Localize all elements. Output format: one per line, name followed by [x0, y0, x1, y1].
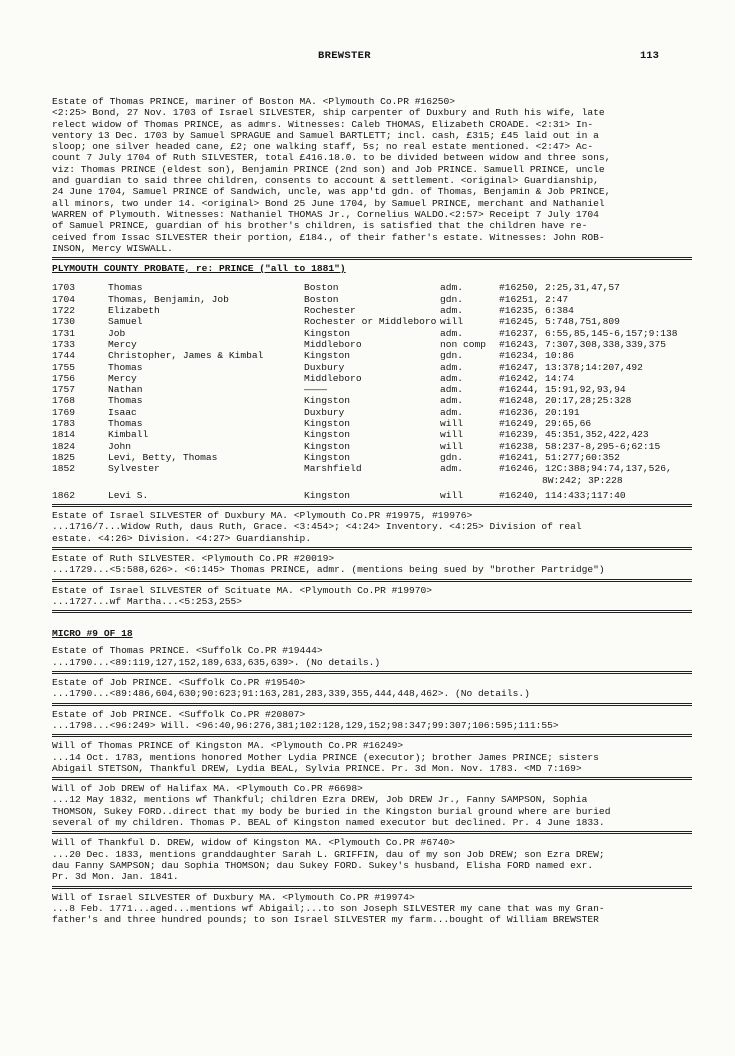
probate-name	[108, 373, 304, 384]
entry-line: Estate of Israel SILVESTER of Scituate MA. <Plymouth Co.PR #19970>	[52, 584, 432, 596]
probate-type-text: gdn.	[440, 451, 464, 463]
entry-line: Estate of Israel SILVESTER of Duxbury MA. <Plymouth Co.PR #19975, #19976>	[52, 510, 473, 522]
estate-entry-job-prince-1798	[52, 709, 692, 732]
probate-name	[108, 282, 304, 293]
probate-case	[499, 328, 692, 339]
probate-case	[499, 339, 692, 350]
probate-name-text: Elizabeth	[108, 305, 160, 317]
page-header	[0, 51, 735, 65]
estate-entry-job-prince-1790	[52, 677, 692, 700]
probate-case-text: #16248, 20:17,28;25:328	[499, 395, 632, 407]
probate-name-text: Mercy	[108, 372, 137, 384]
probate-year	[52, 452, 108, 463]
entry-line: Abigail STETSON, Thankful DREW, Lydia BEAL, Sylvia PRINCE. Pr. 3d Mon. Nov. 1783. <MD 7:169>	[52, 762, 582, 774]
probate-name-text: Samuel	[108, 316, 143, 328]
probate-place-text: ————	[304, 384, 328, 396]
probate-year-text: 1769	[52, 406, 76, 418]
probate-type-text: adm.	[440, 372, 464, 384]
probate-year	[52, 373, 108, 384]
entry-line: sloop; one silver headed cane, £2; one walking staff, 5s; no real estate mentioned. <2:47> Ac-	[52, 141, 594, 153]
probate-year-text: 1755	[52, 361, 76, 373]
entry-line: Estate of Ruth SILVESTER. <Plymouth Co.PR #20019>	[52, 552, 335, 564]
probate-case	[499, 452, 692, 463]
document-body	[52, 96, 692, 925]
probate-row	[52, 362, 692, 373]
probate-place-text: Middleboro	[304, 338, 362, 350]
entry-line: ...14 Oct. 1783, mentions honored Mother Lydia PRINCE (executor); brother James PRINCE; sisters	[52, 751, 599, 763]
probate-year-text: 1731	[52, 327, 76, 339]
entry-line: of Samuel PRINCE, guardian of his brother's children, is satisfied that the children have re-	[52, 220, 588, 232]
probate-year	[52, 316, 108, 327]
probate-name	[108, 339, 304, 350]
probate-year-text: 1733	[52, 338, 76, 350]
probate-year	[52, 418, 108, 429]
probate-type-text: adm.	[440, 305, 464, 317]
probate-type-text: adm.	[440, 406, 464, 418]
probate-type	[440, 452, 499, 463]
probate-name	[108, 463, 304, 486]
probate-name-text: Thomas	[108, 282, 143, 294]
probate-case	[499, 294, 692, 305]
probate-case	[499, 407, 692, 418]
probate-name	[108, 441, 304, 452]
estate-entry-ruth-silvester-1729	[52, 553, 692, 576]
entry-line: Pr. 3d Mon. Jan. 1841.	[52, 871, 179, 883]
probate-name-text: Thomas	[108, 361, 143, 373]
probate-place-text: Boston	[304, 293, 339, 305]
probate-case-continued: 8W:242; 3P:228	[542, 474, 623, 486]
probate-case	[499, 305, 692, 316]
probate-row	[52, 384, 692, 395]
probate-place	[304, 294, 440, 305]
probate-case	[499, 429, 692, 440]
entry-line: ...1716/7...Widow Ruth, daus Ruth, Grace. <3:454>; <4:24> Inventory. <4:25> Division of real	[52, 521, 582, 533]
probate-place-text: Kingston	[304, 327, 351, 339]
probate-name-text: Thomas	[108, 395, 143, 407]
probate-place-text: Kingston	[304, 489, 351, 501]
probate-year	[52, 350, 108, 361]
probate-case-text: #16243, 7:307,308,338,339,375	[499, 338, 666, 350]
probate-place	[304, 407, 440, 418]
probate-type-text: gdn.	[440, 350, 464, 362]
probate-case-text: #16242, 14:74	[499, 372, 574, 384]
probate-place	[304, 384, 440, 395]
probate-row	[52, 395, 692, 406]
entry-line: Will of Israel SILVESTER of Duxbury MA. <Plymouth Co.PR #19974>	[52, 891, 415, 903]
probate-row	[52, 452, 692, 463]
probate-place-text: Rochester	[304, 305, 356, 317]
probate-case-text: #16247, 13:378;14:207,492	[499, 361, 643, 373]
probate-row	[52, 328, 692, 339]
entry-line: ceived from Issac SILVESTER their portion, £184., of their father's estate. Witnesses: John ROB-	[52, 231, 605, 243]
probate-name	[108, 418, 304, 429]
will-entry-thankful-drew	[52, 837, 692, 882]
probate-case-text: #16250, 2:25,31,47,57	[499, 282, 620, 294]
probate-name	[108, 384, 304, 395]
probate-row	[52, 339, 692, 350]
probate-year-text: 1744	[52, 350, 76, 362]
entry-line: ...1790...<89:119,127,152,189,633,635,639>. (No details.)	[52, 656, 381, 668]
probate-name-text: Isaac	[108, 406, 137, 418]
probate-year-text: 1825	[52, 451, 76, 463]
probate-case	[499, 316, 692, 327]
probate-year-text: 1704	[52, 293, 76, 305]
probate-year-text: 1756	[52, 372, 76, 384]
entry-line: father's and three hundred pounds; to son Israel SILVESTER my farm...bought of William BREWSTER	[52, 914, 599, 926]
estate-entry-thomas-prince-1703	[52, 96, 692, 254]
probate-place	[304, 418, 440, 429]
probate-name	[108, 429, 304, 440]
will-entry-job-drew	[52, 783, 692, 828]
probate-name	[108, 362, 304, 373]
probate-year	[52, 429, 108, 440]
probate-name-text: John	[108, 440, 132, 452]
entry-line: several of my children. Thomas P. BEAL of Kingston named executor but declined. Pr. 4 June 1833.	[52, 817, 605, 829]
probate-place-text: Kingston	[304, 350, 351, 362]
probate-name-text: Thomas, Benjamin, Job	[108, 293, 229, 305]
probate-year-text: 1730	[52, 316, 76, 328]
entry-line: all minors, two under 14. <original> Bond 25 June 1704, by Samuel PRINCE, merchant and Nathaniel	[52, 197, 605, 209]
probate-name	[108, 305, 304, 316]
probate-place	[304, 339, 440, 350]
entry-line: ...1727...wf Martha...<5:253,255>	[52, 595, 242, 607]
probate-place-text: Duxbury	[304, 406, 345, 418]
probate-type-text: adm.	[440, 463, 464, 475]
entry-line: Estate of Thomas PRINCE. <Suffolk Co.PR #19444>	[52, 645, 323, 657]
probate-case	[499, 395, 692, 406]
probate-place-text: Rochester or Middleboro	[304, 316, 437, 328]
section-divider	[52, 610, 692, 613]
probate-year-text: 1768	[52, 395, 76, 407]
probate-year	[52, 486, 108, 501]
probate-section-heading	[52, 263, 692, 274]
probate-table	[52, 282, 692, 501]
probate-row	[52, 441, 692, 452]
entry-line: count 7 July 1704 of Ruth SILVESTER, total £416.18.0. to be divided between widow and three sons,	[52, 152, 611, 164]
probate-year	[52, 305, 108, 316]
probate-case	[499, 373, 692, 384]
will-entry-thomas-prince-1783	[52, 740, 692, 774]
probate-year-text: 1783	[52, 418, 76, 430]
probate-row	[52, 305, 692, 316]
page-number: 113	[640, 50, 659, 62]
probate-type	[440, 373, 499, 384]
probate-case	[499, 463, 692, 486]
probate-place	[304, 463, 440, 486]
will-entry-israel-silvester-1771	[52, 892, 692, 926]
probate-case	[499, 384, 692, 395]
probate-type	[440, 407, 499, 418]
probate-name	[108, 452, 304, 463]
page-title: BREWSTER	[318, 50, 371, 62]
probate-type-text: will	[440, 418, 464, 430]
probate-case-text: #16240, 114:433;117:40	[499, 489, 626, 501]
probate-type	[440, 463, 499, 486]
probate-type	[440, 384, 499, 395]
section-divider	[52, 734, 692, 737]
probate-type	[440, 395, 499, 406]
probate-name-text: Sylvester	[108, 463, 160, 475]
section-divider	[52, 886, 692, 889]
probate-name	[108, 328, 304, 339]
probate-type-text: adm.	[440, 395, 464, 407]
spacer	[52, 616, 692, 628]
probate-case-text: #16238, 58:237-8,295-6;62:15	[499, 440, 661, 452]
probate-place	[304, 395, 440, 406]
probate-name-text: Christopher, James & Kimbal	[108, 350, 264, 362]
probate-row	[52, 418, 692, 429]
probate-row	[52, 294, 692, 305]
probate-place	[304, 373, 440, 384]
probate-place-text: Kingston	[304, 395, 351, 407]
probate-year	[52, 384, 108, 395]
entry-line: WARREN of Plymouth. Witnesses: Nathaniel THOMAS Jr., Cornelius WALDO.<2:57> Receipt 7 July 1704	[52, 208, 599, 220]
probate-row	[52, 463, 692, 486]
probate-type	[440, 294, 499, 305]
probate-row	[52, 486, 692, 501]
probate-year-text: 1862	[52, 489, 76, 501]
section-divider	[52, 504, 692, 507]
probate-case	[499, 282, 692, 293]
entry-line: THOMSON, Sukey FORD..direct that my body be buried in the Kingston burial ground where are buried	[52, 805, 611, 817]
section-divider	[52, 547, 692, 550]
probate-year-text: 1852	[52, 463, 76, 475]
probate-year	[52, 463, 108, 486]
probate-name	[108, 350, 304, 361]
entry-line: viz: Thomas PRINCE (eldest son), Benjamin PRINCE (2nd son) and Job PRINCE. Samuell PRINCE, uncle	[52, 163, 605, 175]
probate-case	[499, 418, 692, 429]
probate-place	[304, 305, 440, 316]
probate-type-text: adm.	[440, 282, 464, 294]
probate-case-text: #16251, 2:47	[499, 293, 569, 305]
probate-table-body	[52, 282, 692, 501]
entry-line: Estate of Job PRINCE. <Suffolk Co.PR #20807>	[52, 708, 306, 720]
probate-type-text: adm.	[440, 327, 464, 339]
probate-place	[304, 328, 440, 339]
probate-case	[499, 350, 692, 361]
entry-line: ...12 May 1832, mentions wf Thankful; children Ezra DREW, Job DREW Jr., Fanny SAMPSON, Sophia	[52, 794, 588, 806]
probate-type	[440, 328, 499, 339]
probate-place-text: Kingston	[304, 451, 351, 463]
estate-entry-israel-silvester-1727	[52, 585, 692, 608]
section-divider	[52, 671, 692, 674]
probate-case	[499, 441, 692, 452]
entry-line: ...8 Feb. 1771...aged...mentions wf Abigail;...to son Joseph SILVESTER my cane that was my Gran-	[52, 902, 605, 914]
probate-type	[440, 362, 499, 373]
probate-place-text: Kingston	[304, 429, 351, 441]
probate-place-text: Boston	[304, 282, 339, 294]
probate-type	[440, 441, 499, 452]
probate-year-text: 1722	[52, 305, 76, 317]
probate-place	[304, 362, 440, 373]
probate-type-text: gdn.	[440, 293, 464, 305]
probate-year-text: 1824	[52, 440, 76, 452]
probate-case-text: #16246, 12C:388;94:74,137,526,	[499, 463, 672, 475]
micro-heading: MICRO #9 OF 18	[52, 628, 133, 640]
probate-case-text: #16234, 10:86	[499, 350, 574, 362]
probate-year-text: 1703	[52, 282, 76, 294]
probate-place	[304, 452, 440, 463]
probate-name	[108, 316, 304, 327]
entry-line: <2:25> Bond, 27 Nov. 1703 of Israel SILVESTER, ship carpenter of Duxbury and Ruth his wife, late	[52, 107, 605, 119]
probate-type	[440, 486, 499, 501]
section-divider	[52, 831, 692, 834]
probate-case	[499, 362, 692, 373]
probate-case-text: #16244, 15:91,92,93,94	[499, 384, 626, 396]
probate-name	[108, 294, 304, 305]
entry-line: ...1790...<89:486,604,630;90:623;91:163,281,283,339,355,444,448,462>. (No details.)	[52, 688, 530, 700]
section-divider	[52, 257, 692, 260]
probate-year	[52, 362, 108, 373]
probate-name-text: Mercy	[108, 338, 137, 350]
probate-place-text: Kingston	[304, 440, 351, 452]
probate-type	[440, 339, 499, 350]
probate-type	[440, 350, 499, 361]
probate-name-text: Nathan	[108, 384, 143, 396]
probate-row	[52, 316, 692, 327]
section-divider	[52, 777, 692, 780]
probate-name	[108, 486, 304, 501]
probate-type-text: will	[440, 316, 464, 328]
probate-place	[304, 441, 440, 452]
probate-type-text: will	[440, 489, 464, 501]
probate-type-text: will	[440, 429, 464, 441]
entry-line: ...20 Dec. 1833, mentions granddaughter Sarah L. GRIFFIN, dau of my son Job DREW; son Ezra DREW;	[52, 848, 605, 860]
probate-year	[52, 407, 108, 418]
entry-line: Estate of Thomas PRINCE, mariner of Boston MA. <Plymouth Co.PR #16250>	[52, 96, 456, 107]
entry-line: INSON, Mercy WISWALL.	[52, 242, 173, 254]
entry-line: ...1729...<5:588,626>. <6:145> Thomas PRINCE, admr. (mentions being sued by "brother Partridge")	[52, 564, 605, 576]
probate-place-text: Kingston	[304, 418, 351, 430]
probate-case-text: #16237, 6:55,85,145-6,157;9:138	[499, 327, 678, 339]
probate-name-text: Job	[108, 327, 126, 339]
probate-case-text: #16239, 45:351,352,422,423	[499, 429, 649, 441]
probate-type	[440, 429, 499, 440]
probate-case	[499, 486, 692, 501]
probate-type	[440, 305, 499, 316]
probate-name-text: Levi, Betty, Thomas	[108, 451, 218, 463]
probate-type	[440, 316, 499, 327]
probate-place	[304, 316, 440, 327]
probate-name	[108, 395, 304, 406]
probate-place-text: Middleboro	[304, 372, 362, 384]
probate-type-text: adm.	[440, 384, 464, 396]
probate-year	[52, 441, 108, 452]
probate-row	[52, 350, 692, 361]
probate-place	[304, 429, 440, 440]
probate-year	[52, 294, 108, 305]
entry-line: and guardian to said three children, consents to account & settlement. <original> Guardianship,	[52, 175, 599, 187]
probate-row	[52, 407, 692, 418]
entry-line: ...1798...<96:249> Will. <96:40,96:276,381;102:128,129,152;98:347;99:307;106:595;111:55>	[52, 719, 559, 731]
probate-heading-text: PLYMOUTH COUNTY PROBATE, re: PRINCE ("all to 1881")	[52, 263, 346, 275]
entry-line: relect widow of Thomas PRINCE, as admrs. Witnesses: Caleb THOMAS, Elizabeth CROADE. <2:31> In-	[52, 118, 594, 130]
probate-row	[52, 373, 692, 384]
probate-place-text: Duxbury	[304, 361, 345, 373]
probate-year-text: 1757	[52, 384, 76, 396]
probate-place	[304, 486, 440, 501]
probate-year	[52, 328, 108, 339]
probate-year	[52, 395, 108, 406]
probate-type-text: non comp	[440, 338, 487, 350]
probate-name-text: Levi S.	[108, 489, 149, 501]
section-divider	[52, 703, 692, 706]
probate-year	[52, 282, 108, 293]
probate-year	[52, 339, 108, 350]
entry-line: ventory 13 Dec. 1703 by Samuel SPRAGUE and Samuel BARTLETT; incl. cash, £315; £45 laid out in a	[52, 129, 599, 141]
entry-line: Will of Thankful D. DREW, widow of Kingston MA. <Plymouth Co.PR #6740>	[52, 837, 456, 849]
probate-place	[304, 282, 440, 293]
entry-line: Will of Job DREW of Halifax MA. <Plymouth Co.PR #6698>	[52, 783, 363, 795]
probate-place	[304, 350, 440, 361]
probate-year-text: 1814	[52, 429, 76, 441]
entry-line: Estate of Job PRINCE. <Suffolk Co.PR #19540>	[52, 677, 306, 689]
probate-type	[440, 418, 499, 429]
entry-line: 24 June 1704, Samuel PRINCE of Sandwich, uncle, was app'td gdn. of Thomas, Benjamin & Job PRINCE,	[52, 186, 611, 198]
section-divider	[52, 579, 692, 582]
probate-row	[52, 282, 692, 293]
entry-line: Will of Thomas PRINCE of Kingston MA. <Plymouth Co.PR #16249>	[52, 740, 404, 752]
probate-row	[52, 429, 692, 440]
entry-line: dau Fanny SAMPSON; dau Sophia THOMSON; dau Sukey FORD. Sukey's husband, Elisha FORD named exr.	[52, 859, 594, 871]
probate-type-text: adm.	[440, 361, 464, 373]
estate-entry-thomas-prince-1790	[52, 645, 692, 668]
probate-case-text: #16235, 6:384	[499, 305, 574, 317]
probate-case-text: #16241, 51:277;60:352	[499, 451, 620, 463]
probate-type-text: will	[440, 440, 464, 452]
probate-type	[440, 282, 499, 293]
probate-case-text: #16249, 29:65,66	[499, 418, 592, 430]
probate-case-text: #16236, 20:191	[499, 406, 580, 418]
probate-name-text: Kimball	[108, 429, 149, 441]
probate-name-text: Thomas	[108, 418, 143, 430]
entry-line: estate. <4:26> Division. <4:27> Guardianship.	[52, 532, 312, 544]
probate-place-text: Marshfield	[304, 463, 362, 475]
probate-case-text: #16245, 5:748,751,809	[499, 316, 620, 328]
probate-name	[108, 407, 304, 418]
estate-entry-israel-silvester-1716	[52, 510, 692, 544]
